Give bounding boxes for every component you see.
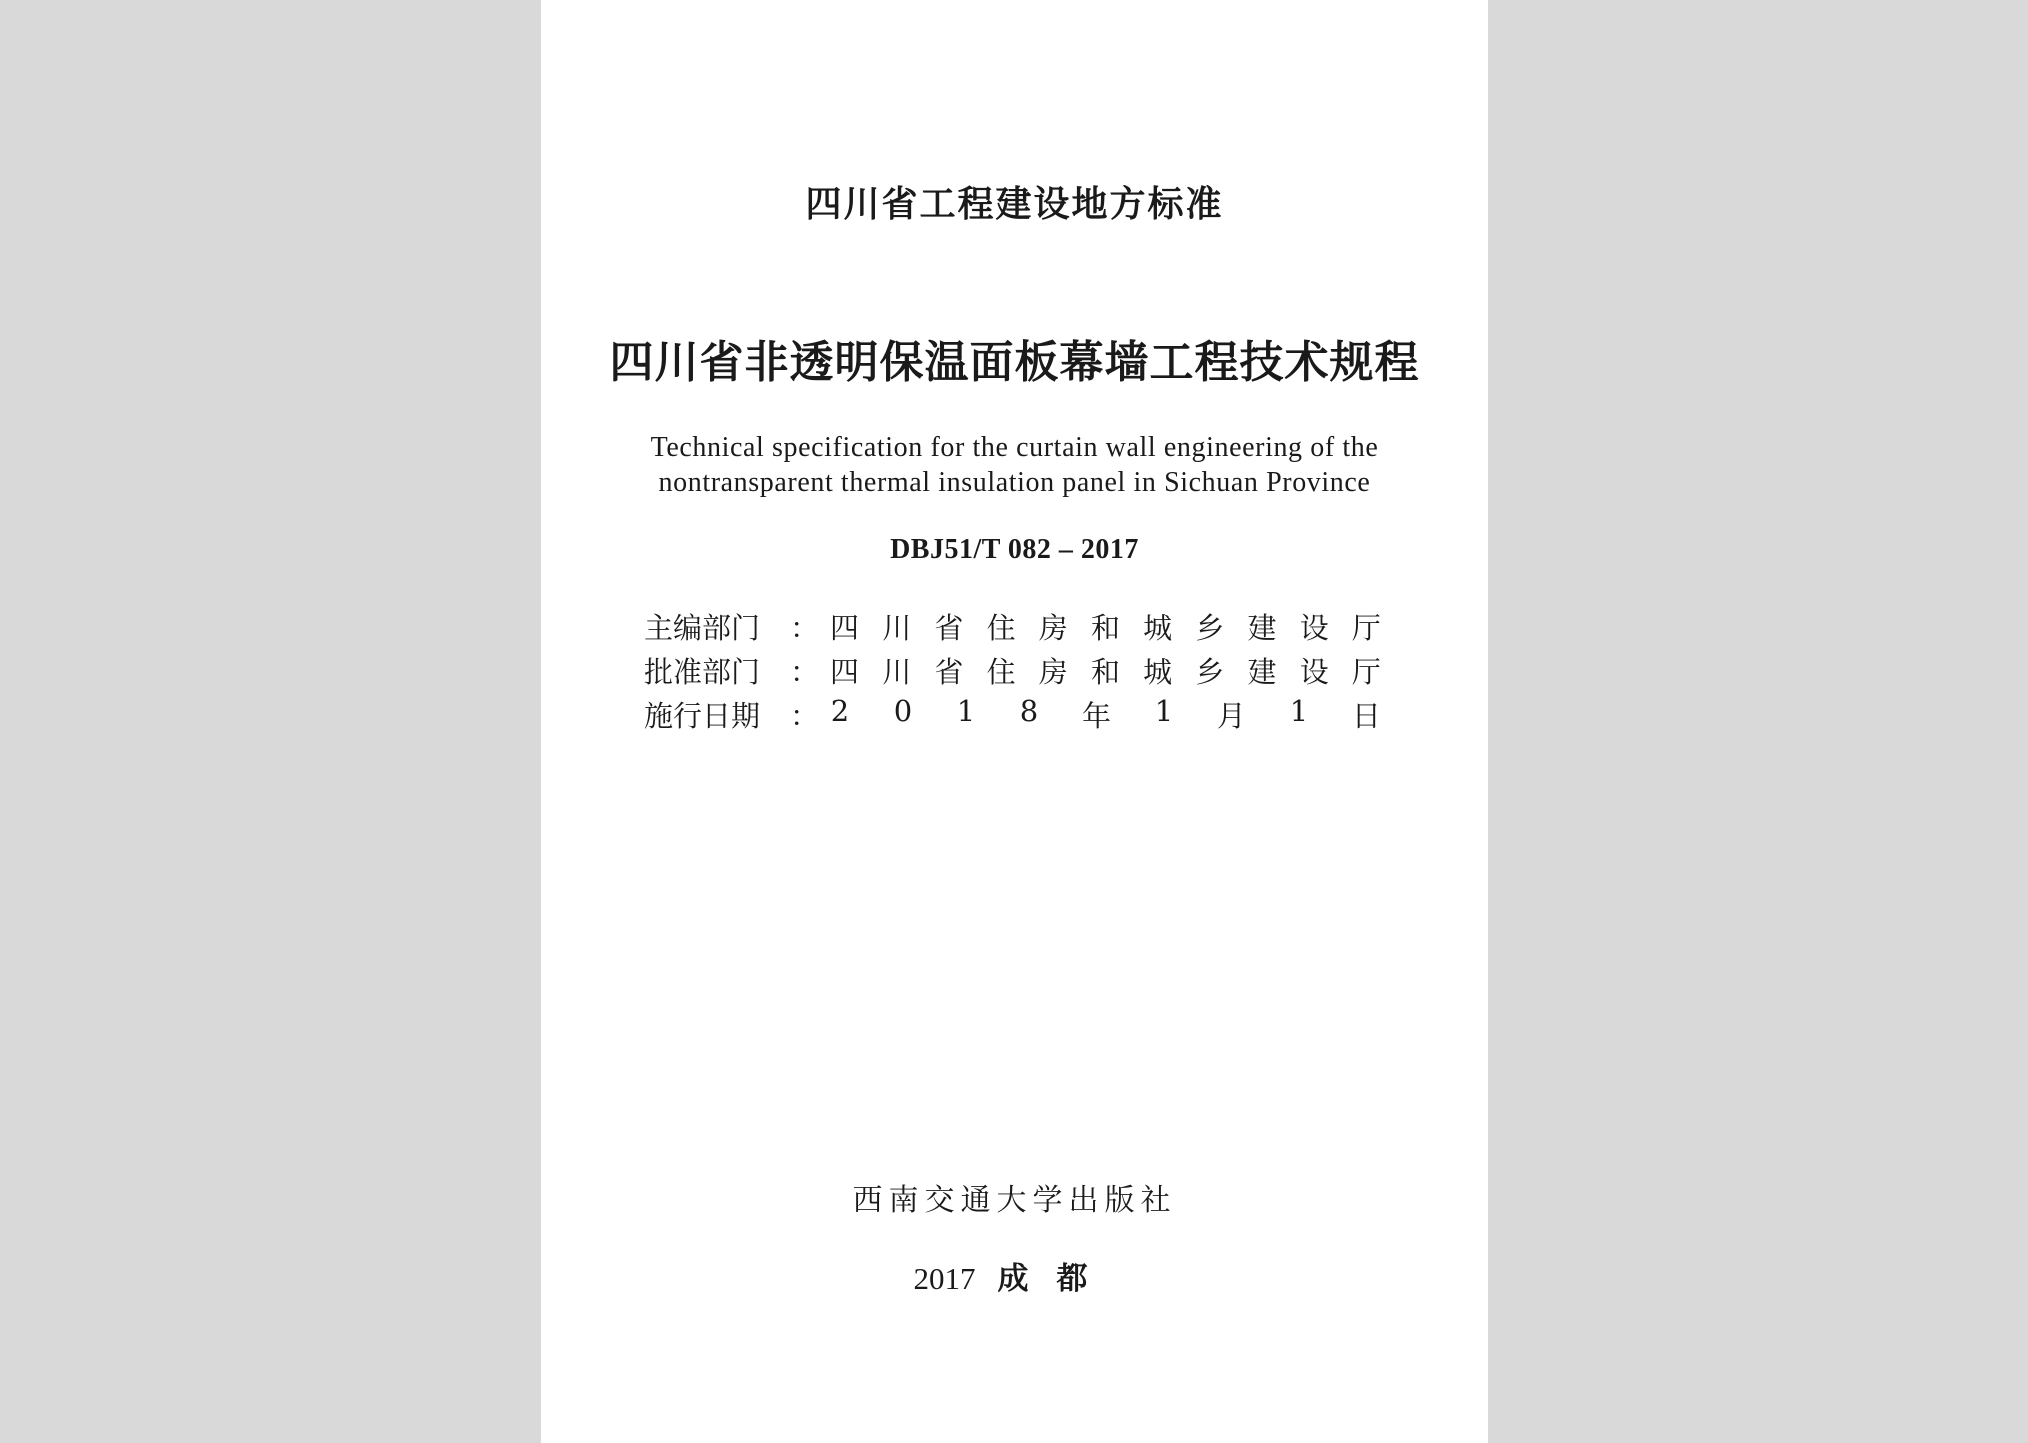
- info-char: 省: [934, 610, 964, 645]
- info-char: 住: [986, 654, 1016, 689]
- info-char: 月: [1216, 698, 1246, 733]
- info-row-approver: [644, 648, 1381, 692]
- info-char: 1: [956, 693, 976, 728]
- info-char: 乡: [1195, 654, 1225, 689]
- info-char: 厅: [1351, 610, 1381, 645]
- publish-year: 2017: [913, 1261, 976, 1296]
- series-title: 四川省工程建设地方标准: [805, 184, 1224, 225]
- info-char: 日: [1351, 698, 1381, 733]
- info-char: 房: [1038, 654, 1068, 689]
- info-colon: ：: [790, 610, 820, 645]
- info-char: 住: [986, 610, 1016, 645]
- info-char: 1: [1154, 693, 1174, 728]
- info-value: [830, 606, 1381, 647]
- info-char: 四: [830, 654, 860, 689]
- info-label: 主编部门: [644, 610, 761, 645]
- document-page: [541, 0, 1488, 1443]
- info-char: 城: [1143, 654, 1173, 689]
- info-colon: ：: [790, 654, 820, 689]
- info-char: 0: [893, 693, 913, 728]
- info-char: 乡: [1195, 610, 1225, 645]
- english-title-line-1: Technical specification for the curtain wall engineering of the: [650, 432, 1379, 463]
- info-row-editor: [644, 604, 1381, 648]
- info-char: 川: [882, 610, 912, 645]
- info-char: 年: [1081, 698, 1111, 733]
- info-label: 施行日期: [644, 698, 761, 733]
- info-char: 和: [1090, 610, 1120, 645]
- english-title: [541, 430, 1488, 500]
- info-char: 厅: [1351, 654, 1381, 689]
- info-value: [830, 650, 1381, 691]
- info-table: [644, 604, 1381, 736]
- info-char: 房: [1038, 610, 1068, 645]
- info-char: 建: [1247, 610, 1277, 645]
- english-title-line-2: nontransparent thermal insulation panel in Sichuan Province: [658, 467, 1371, 498]
- info-char: 省: [934, 654, 964, 689]
- info-char: 1: [1289, 693, 1309, 728]
- info-value: [830, 694, 1381, 735]
- info-char: 城: [1143, 610, 1173, 645]
- publish-city: 成都: [997, 1261, 1116, 1297]
- publisher: 西南交通大学出版社: [852, 1183, 1177, 1218]
- info-char: 8: [1019, 693, 1039, 728]
- standard-code: DBJ51/T 082 – 2017: [890, 534, 1139, 565]
- info-char: 川: [882, 654, 912, 689]
- info-char: 四: [830, 610, 860, 645]
- info-char: 建: [1247, 654, 1277, 689]
- info-char: 设: [1299, 654, 1329, 689]
- info-row-effective-date: [644, 692, 1381, 736]
- info-colon: ：: [790, 698, 820, 733]
- publication-line: [541, 1253, 1488, 1298]
- info-char: 设: [1299, 610, 1329, 645]
- info-char: 和: [1090, 654, 1120, 689]
- main-title: 四川省非透明保温面板幕墙工程技术规程: [609, 337, 1420, 388]
- info-label: 批准部门: [644, 654, 761, 689]
- info-char: 2: [830, 693, 850, 728]
